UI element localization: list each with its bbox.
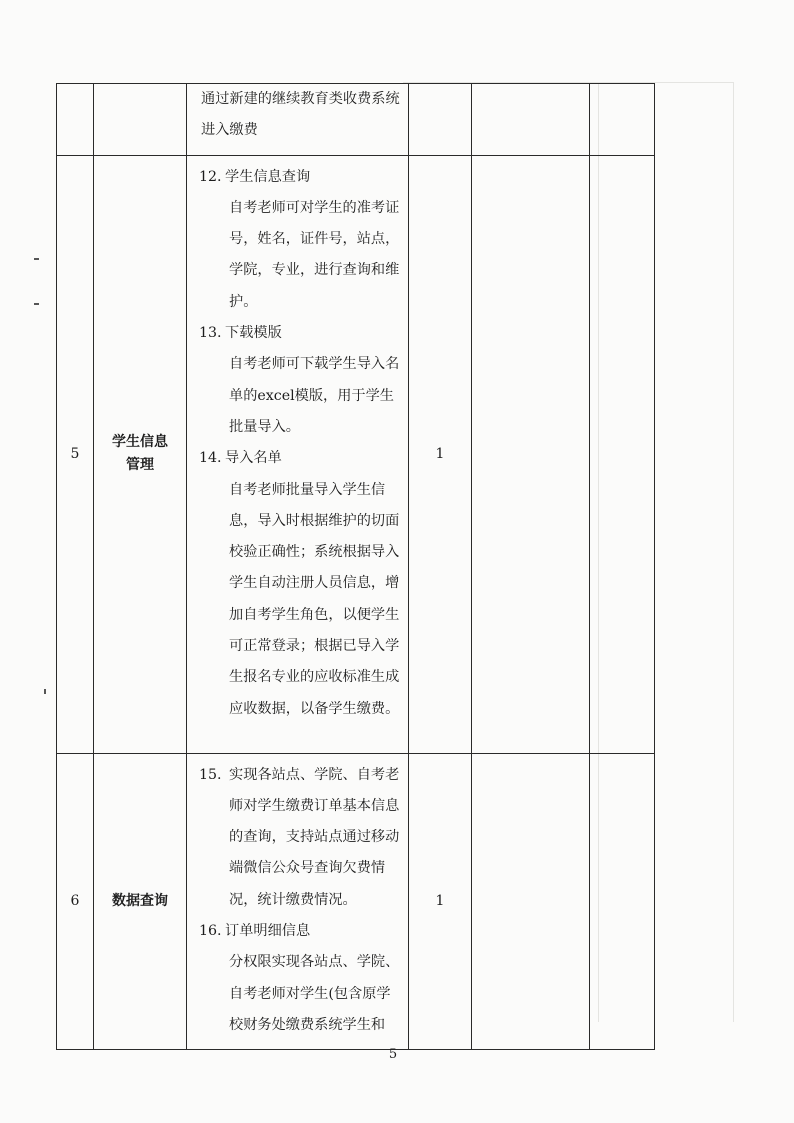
bleed-rule — [733, 82, 734, 1022]
module-name-text: 学生信息管理 — [112, 434, 168, 474]
empty-cell — [590, 84, 655, 156]
row-number — [57, 84, 94, 156]
quantity-cell — [409, 84, 472, 156]
item-number: 12. — [199, 168, 222, 185]
quantity-cell: 1 — [409, 753, 472, 1050]
item-number: 15. — [199, 766, 222, 783]
description-cell — [187, 155, 409, 753]
module-name — [94, 155, 187, 753]
margin-mark — [44, 689, 46, 694]
quantity-cell: 1 — [409, 155, 472, 753]
page-number: 5 — [388, 1047, 398, 1062]
module-name — [94, 84, 187, 156]
item-number: 16. — [199, 923, 222, 940]
item-title — [199, 916, 400, 947]
description-cell — [187, 84, 409, 156]
table-row — [57, 84, 655, 156]
empty-cell — [472, 155, 590, 753]
item-number: 14. — [199, 450, 222, 467]
empty-cell — [472, 84, 590, 156]
item-title — [199, 318, 400, 349]
item-title-text: 导入名单 — [225, 450, 282, 467]
item-title-text: 学生信息查询 — [225, 168, 311, 185]
row-number: 5 — [57, 155, 94, 753]
item-body: 自考老师可下载学生导入名单的excel模版，用于学生批量导入。 — [229, 356, 400, 435]
item-title-text: 下载模版 — [225, 325, 282, 342]
description-cell — [187, 753, 409, 1050]
empty-cell — [590, 753, 655, 1050]
module-name: 数据查询 — [94, 753, 187, 1050]
item-title-text: 订单明细信息 — [225, 923, 311, 940]
item-body: 分权限实现各站点、学院、自考老师对学生(包含原学校财务处缴费系统学生和 — [229, 954, 400, 1033]
item-number: 13. — [199, 325, 222, 342]
row-number: 6 — [57, 753, 94, 1050]
table-row — [57, 155, 655, 753]
empty-cell — [590, 155, 655, 753]
empty-cell — [472, 753, 590, 1050]
item-title — [199, 443, 400, 474]
description-text: 通过新建的继续教育类收费系统进入缴费 — [201, 91, 400, 139]
item-title — [199, 162, 400, 193]
margin-mark — [34, 303, 39, 305]
table-row — [57, 753, 655, 1050]
item-body: 自考老师可对学生的准考证号，姓名，证件号，站点，学院，专业，进行查询和维护。 — [229, 199, 400, 310]
item-title — [199, 760, 400, 916]
item-title-text: 实现各站点、学院、自考老师对学生缴费订单基本信息的查询，支持站点通过移动端微信公众号查询欠费情况，统计缴费情况。 — [229, 766, 400, 908]
margin-mark — [34, 258, 39, 260]
requirements-table — [56, 83, 655, 1050]
item-body: 自考老师批量导入学生信息，导入时根据维护的切面校验正确性；系统根据导入学生自动注册人员信息，增加自考学生角色，以便学生可正常登录；根据已导入学生报名专业的应收标准生成应收数据，以备学生缴费。 — [229, 481, 400, 717]
